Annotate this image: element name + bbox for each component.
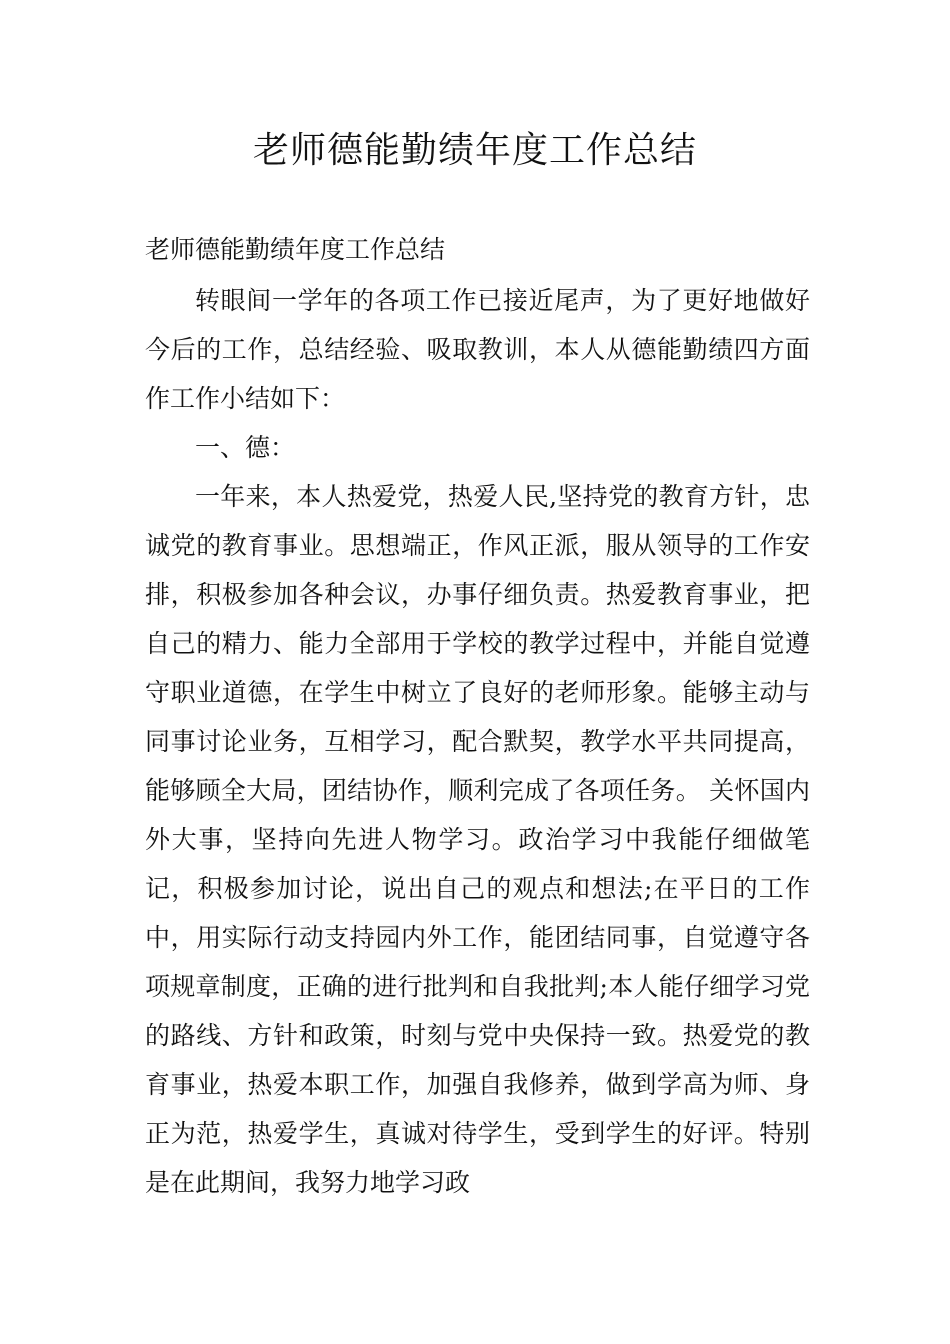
paragraph-de: 一年来，本人热爱党，热爱人民,坚持党的教育方针，忠诚党的教育事业。思想端正，作风正派，服从领导的工作安排，积极参加各种会议，办事仔细负责。热爱教育事业，把自己的精力、能力全部用于学校的教学过程中，并能自觉遵守职业道德，在学生中树立了良好的老师形象。能够主动与同事讨论业务，互相学习，配合默契，教学水平共同提高，能够顾全大局，团结协作，顺利完成了各项任务。 关怀国内外大事，坚持向先进人物学习。政治学习中我能仔细做笔记，积极参加讨论，说出自己的观点和想法;在平日的工作中，用实际行动支持园内外工作，能团结同事，自觉遵守各项规章制度，正确的进行批判和自我批判;本人能仔细学习党的路线、方针和政策，时刻与党中央保持一致。热爱党的教育事业，热爱本职工作，加强自我修养，做到学高为师、身正为范，热爱学生，真诚对待学生，受到学生的好评。特别是在此期间，我努力地学习政 — [145, 482, 810, 1197]
document-subtitle: 老师德能勤绩年度工作总结 — [145, 235, 446, 264]
paragraph-intro: 转眼间一学年的各项工作已接近尾声，为了更好地做好今后的工作，总结经验、吸取教训，本人从德能勤绩四方面作工作小结如下： — [145, 286, 810, 413]
document-title: 老师德能勤绩年度工作总结 — [252, 130, 697, 171]
document-body — [145, 276, 810, 1207]
section-heading-de: 一、德： — [195, 433, 296, 462]
